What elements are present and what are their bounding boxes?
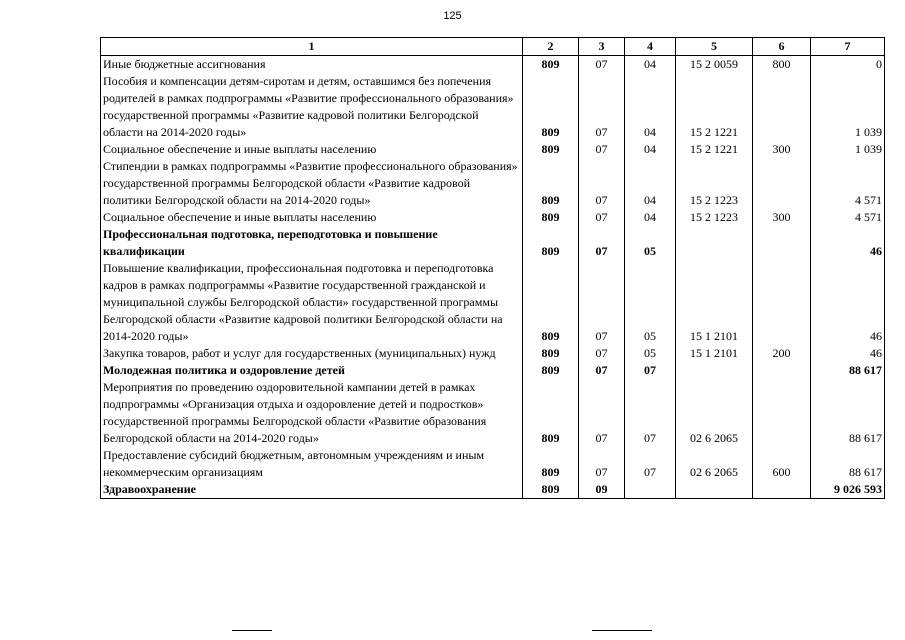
row-cell-c3: 07 [579, 379, 625, 447]
row-cell-c2: 809 [523, 158, 579, 209]
row-cell-c6 [753, 260, 811, 345]
row-cell-c7: 1 039 [811, 141, 885, 158]
row-cell-c5: 15 2 1223 [676, 209, 753, 226]
page-number: 125 [443, 10, 462, 22]
row-cell-c2: 809 [523, 362, 579, 379]
row-cell-c7: 1 039 [811, 73, 885, 141]
table-row [101, 260, 885, 345]
col-header-5: 5 [676, 38, 753, 56]
row-cell-c3: 09 [579, 481, 625, 499]
row-cell-c5 [676, 226, 753, 260]
table-row [101, 447, 885, 481]
row-cell-c5: 15 1 2101 [676, 260, 753, 345]
row-cell-c5 [676, 362, 753, 379]
col-header-6: 6 [753, 38, 811, 56]
row-cell-c4: 07 [625, 447, 676, 481]
row-cell-c2: 809 [523, 345, 579, 362]
row-name-cell: Предоставление субсидий бюджетным, автономным учреждениям и иным некоммерческим организациям [101, 447, 523, 481]
table-row [101, 481, 885, 499]
row-cell-c7: 88 617 [811, 447, 885, 481]
row-cell-c3: 07 [579, 260, 625, 345]
row-cell-c7: 46 [811, 260, 885, 345]
row-cell-c2: 809 [523, 56, 579, 74]
row-cell-c4 [625, 481, 676, 499]
row-cell-c7: 88 617 [811, 362, 885, 379]
table-row [101, 56, 885, 74]
row-name-cell: Социальное обеспечение и иные выплаты населению [101, 209, 523, 226]
row-name-cell: Иные бюджетные ассигнования [101, 56, 523, 74]
row-name-cell: Повышение квалификации, профессиональная подготовка и переподготовка кадров в рамках подпрограммы «Развитие государственной гражданской и муниципальной службы Белгородской области» государственной программы Белгородской области «Развитие кадровой политики Белгородской области на 2014-2020 годы» [101, 260, 523, 345]
row-cell-c2: 809 [523, 209, 579, 226]
col-header-1: 1 [101, 38, 523, 56]
row-cell-c3: 07 [579, 362, 625, 379]
row-cell-c5: 15 2 1223 [676, 158, 753, 209]
row-cell-c3: 07 [579, 345, 625, 362]
row-cell-c6 [753, 379, 811, 447]
row-cell-c2: 809 [523, 481, 579, 499]
table-row [101, 362, 885, 379]
row-cell-c7: 4 571 [811, 158, 885, 209]
row-cell-c4: 05 [625, 260, 676, 345]
row-cell-c5: 15 2 0059 [676, 56, 753, 74]
row-cell-c5: 15 2 1221 [676, 141, 753, 158]
row-cell-c4: 04 [625, 56, 676, 74]
row-cell-c3: 07 [579, 447, 625, 481]
row-cell-c6: 600 [753, 447, 811, 481]
row-cell-c7: 46 [811, 226, 885, 260]
row-name-cell: Стипендии в рамках подпрограммы «Развитие профессионального образования» государственной программы Белгородской области «Развитие кадровой политики Белгородской области на 2014-2020 годы» [101, 158, 523, 209]
row-cell-c6 [753, 226, 811, 260]
row-name-cell: Мероприятия по проведению оздоровительной кампании детей в рамках подпрограммы «Организация отдыха и оздоровление детей и подростков» государственной программы Белгородской области «Развитие образования Белгородской области на 2014-2020 годы» [101, 379, 523, 447]
table-row [101, 141, 885, 158]
table-row [101, 379, 885, 447]
row-cell-c4: 04 [625, 73, 676, 141]
row-name-cell: Социальное обеспечение и иные выплаты населению [101, 141, 523, 158]
row-cell-c6 [753, 362, 811, 379]
row-cell-c7: 9 026 593 [811, 481, 885, 499]
row-cell-c3: 07 [579, 141, 625, 158]
row-name-cell: Молодежная политика и оздоровление детей [101, 362, 523, 379]
row-cell-c5: 02 6 2065 [676, 447, 753, 481]
row-cell-c4: 04 [625, 141, 676, 158]
table-row [101, 73, 885, 141]
row-cell-c7: 4 571 [811, 209, 885, 226]
table-row [101, 158, 885, 209]
row-cell-c2: 809 [523, 226, 579, 260]
col-header-4: 4 [625, 38, 676, 56]
row-cell-c5: 15 2 1221 [676, 73, 753, 141]
row-cell-c4: 04 [625, 209, 676, 226]
row-cell-c7: 46 [811, 345, 885, 362]
row-cell-c6 [753, 481, 811, 499]
row-cell-c6 [753, 158, 811, 209]
row-cell-c2: 809 [523, 260, 579, 345]
col-header-3: 3 [579, 38, 625, 56]
table-row [101, 226, 885, 260]
row-cell-c6: 300 [753, 141, 811, 158]
row-cell-c6 [753, 73, 811, 141]
row-cell-c5: 02 6 2065 [676, 379, 753, 447]
row-cell-c7: 0 [811, 56, 885, 74]
row-cell-c4: 07 [625, 362, 676, 379]
row-cell-c3: 07 [579, 209, 625, 226]
row-cell-c4: 04 [625, 158, 676, 209]
row-name-cell: Закупка товаров, работ и услуг для государственных (муниципальных) нужд [101, 345, 523, 362]
row-name-cell: Здравоохранение [101, 481, 523, 499]
row-cell-c6: 800 [753, 56, 811, 74]
row-cell-c6: 300 [753, 209, 811, 226]
row-cell-c5: 15 1 2101 [676, 345, 753, 362]
row-cell-c2: 809 [523, 73, 579, 141]
row-cell-c2: 809 [523, 447, 579, 481]
row-cell-c4: 07 [625, 379, 676, 447]
budget-table [100, 37, 885, 499]
row-cell-c3: 07 [579, 73, 625, 141]
row-cell-c4: 05 [625, 226, 676, 260]
table-row [101, 209, 885, 226]
row-cell-c2: 809 [523, 379, 579, 447]
header-row [101, 38, 885, 56]
col-header-2: 2 [523, 38, 579, 56]
footer-rule-right [592, 630, 652, 631]
row-cell-c6: 200 [753, 345, 811, 362]
row-cell-c5 [676, 481, 753, 499]
col-header-7: 7 [811, 38, 885, 56]
row-cell-c2: 809 [523, 141, 579, 158]
row-cell-c4: 05 [625, 345, 676, 362]
row-cell-c7: 88 617 [811, 379, 885, 447]
row-name-cell: Профессиональная подготовка, переподготовка и повышение квалификации [101, 226, 523, 260]
row-name-cell: Пособия и компенсации детям-сиротам и детям, оставшимся без попечения родителей в рамках подпрограммы «Развитие профессионального образования» государственной программы «Развитие кадровой политики Белгородской области на 2014-2020 годы» [101, 73, 523, 141]
row-cell-c3: 07 [579, 226, 625, 260]
row-cell-c3: 07 [579, 56, 625, 74]
table-row [101, 345, 885, 362]
row-cell-c3: 07 [579, 158, 625, 209]
footer-rule-left [232, 630, 272, 631]
